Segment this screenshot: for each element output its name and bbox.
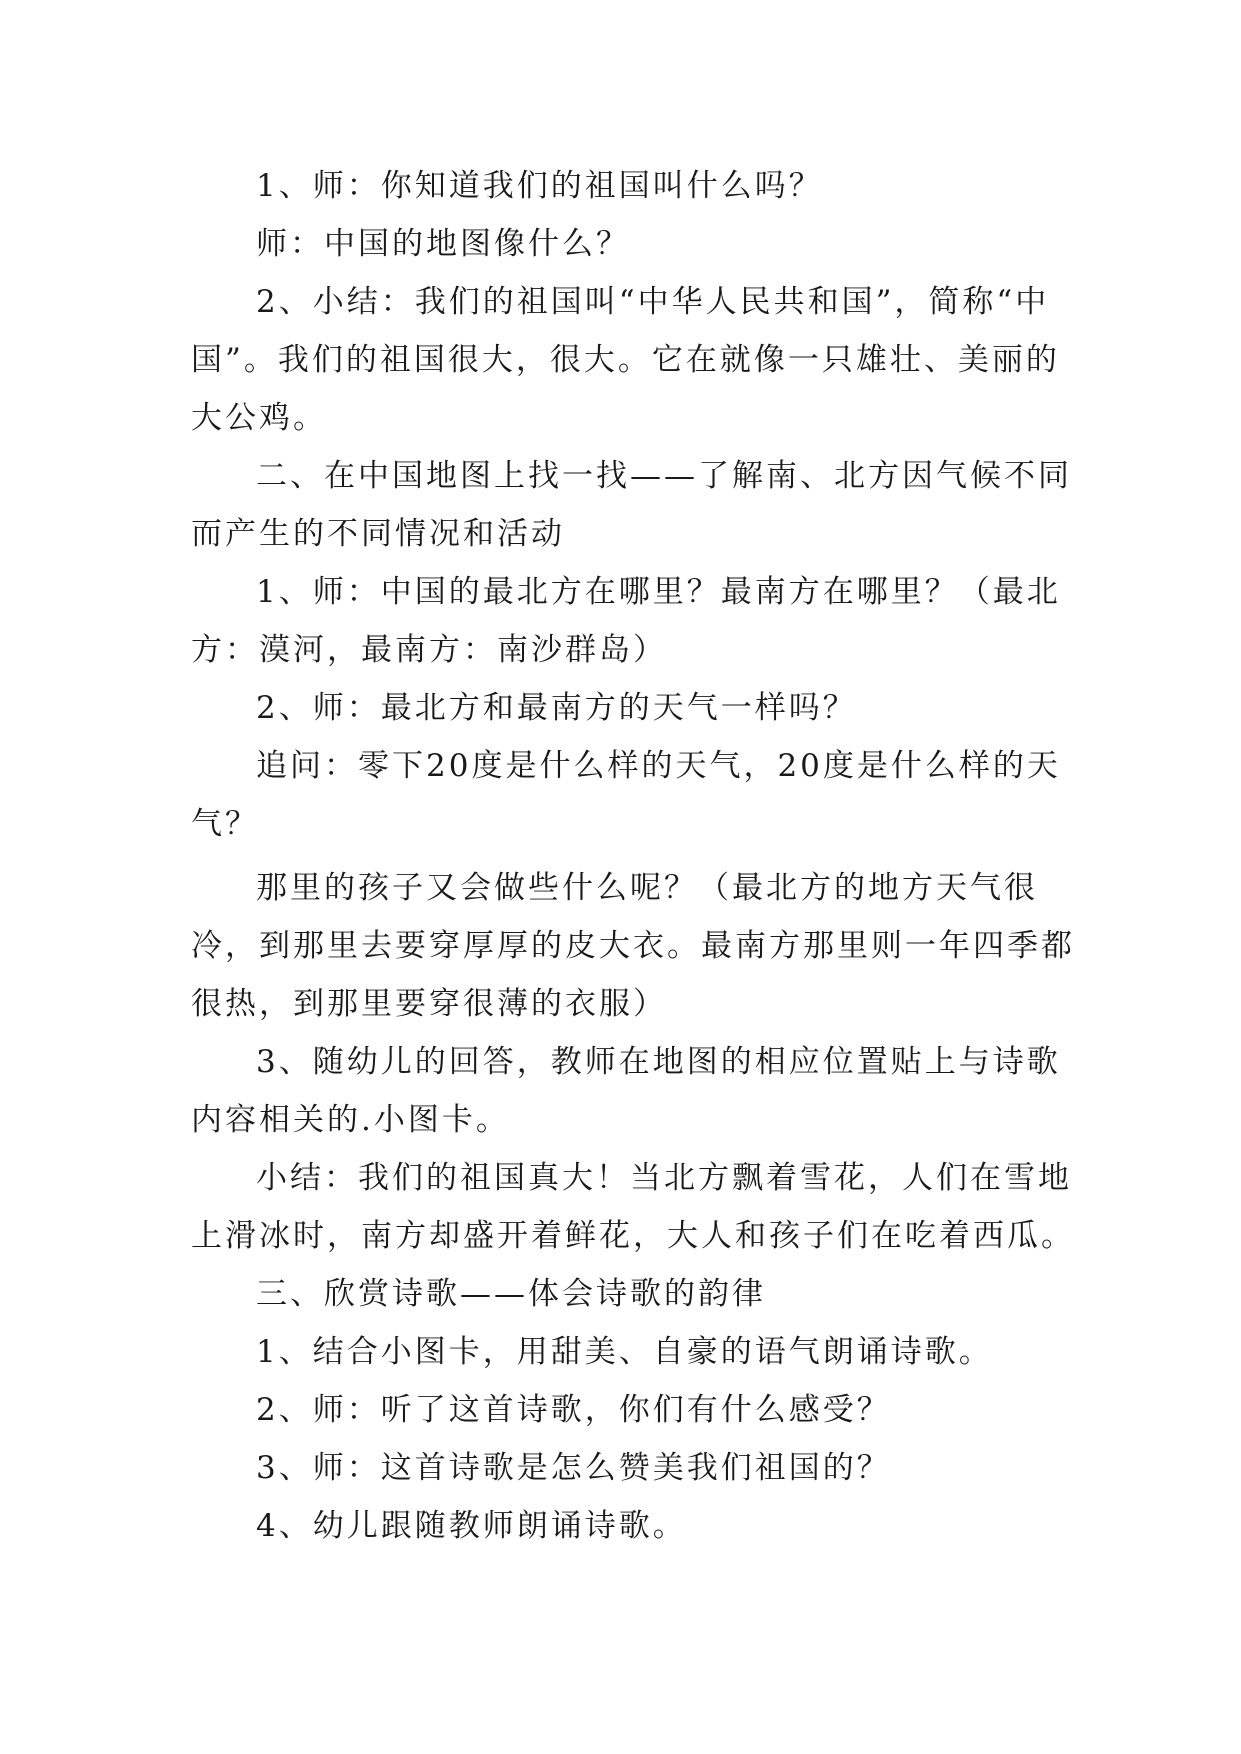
text-line: 而产生的不同情况和活动 [191,516,565,552]
text-line: 小结：我们的祖国真大！当北方飘着雪花，人们在雪地 [256,1160,1072,1196]
text-line: 上滑冰时，南方却盛开着鲜花，大人和孩子们在吃着西瓜。 [191,1218,1075,1254]
text-line: 4、幼儿跟随教师朗诵诗歌。 [256,1508,687,1544]
text-line: 1、结合小图卡，用甜美、自豪的语气朗诵诗歌。 [256,1334,993,1370]
text-line: 大公鸡。 [191,400,327,436]
text-line: 2、师：听了这首诗歌，你们有什么感受？ [256,1392,891,1428]
text-line: 3、随幼儿的回答，教师在地图的相应位置贴上与诗歌 [256,1044,1061,1080]
text-line: 3、师：这首诗歌是怎么赞美我们祖国的？ [256,1450,891,1486]
text-line: 追问：零下20度是什么样的天气，20度是什么样的天 [256,748,1061,784]
text-line: 很热，到那里要穿很薄的衣服） [191,986,667,1022]
text-line: 2、小结：我们的祖国叫“中华人民共和国”，简称“中 [256,284,1050,320]
text-line: 国”。我们的祖国很大，很大。它在就像一只雄壮、美丽的 [191,342,1060,378]
text-line: 方：漠河，最南方：南沙群岛） [191,632,667,668]
text-line: 二、在中国地图上找一找——了解南、北方因气候不同 [256,458,1072,494]
text-line: 三、欣赏诗歌——体会诗歌的韵律 [256,1276,766,1312]
text-line: 冷，到那里去要穿厚厚的皮大衣。最南方那里则一年四季都 [191,928,1075,964]
text-line: 师：中国的地图像什么？ [256,226,630,262]
text-line: 1、师：中国的最北方在哪里？最南方在哪里？（最北 [256,574,1061,610]
text-line: 1、师：你知道我们的祖国叫什么吗？ [256,168,823,204]
text-line: 2、师：最北方和最南方的天气一样吗？ [256,690,857,726]
text-line: 气？ [191,806,259,842]
text-line: 内容相关的.小图卡。 [191,1102,510,1138]
text-line: 那里的孩子又会做些什么呢？（最北方的地方天气很 [256,870,1038,906]
